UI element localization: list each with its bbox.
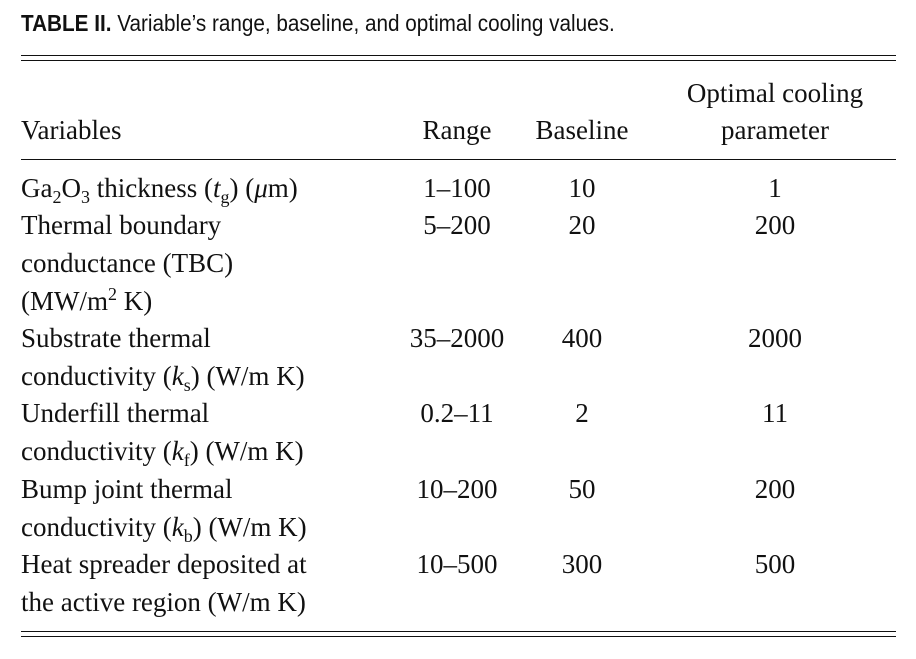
row-2-variable-line3: ($MW/m^2$ K) [21,284,153,316]
row-6-optimal: 500 [754,549,796,579]
header-optimal-line1: Optimal cooling [686,78,864,108]
row-2-variable-line1: Thermal boundary [21,210,222,240]
row-6-range: 10–500 [416,549,498,579]
row-2-variable-line2: conductance (TBC) [21,248,234,278]
bottom-rule-2 [21,636,896,637]
header-baseline: Baseline [535,115,629,145]
row-2-optimal: 200 [754,210,796,240]
row-5-variable-line1: Bump joint thermal [21,474,233,504]
row-3-baseline: 400 [561,323,603,353]
row-4-variable-line1: Underfill thermal [21,398,210,428]
header-variables: Variables [21,115,122,145]
row-4-range: 0.2–11 [420,398,494,428]
table-caption [21,10,615,37]
row-3-variable-line1: Substrate thermal [21,323,211,353]
row-3-range: 35–2000 [409,323,505,353]
top-rule [21,55,896,56]
caption-text: Variable’s range, baseline, and optimal cooling values. [117,10,615,36]
row-2-range: 5–200 [423,210,491,240]
row-1-optimal: 1 [768,173,782,203]
row-1-variable: $Ga_2O_3$ thickness $(t_g)$ (μm) [21,173,298,207]
header-range: Range [422,115,492,145]
row-4-optimal: 11 [762,398,788,428]
row-5-baseline: 50 [568,474,596,504]
row-1-baseline: 10 [568,173,596,203]
row-3-variable-line2: conductivity $(k_s)$ (W/m K) [21,361,305,395]
top-rule-2 [21,60,896,61]
row-6-baseline: 300 [561,549,603,579]
caption-label: TABLE II. [21,10,112,36]
row-3-optimal: 2000 [748,323,802,353]
row-4-baseline: 2 [575,398,589,428]
header-rule [21,159,896,160]
row-1-range: 1–100 [423,173,491,203]
row-4-variable-line2: conductivity $(k_f)$ (W/m K) [21,436,304,470]
row-5-variable-line2: conductivity $(k_b)$ (W/m K) [21,512,307,546]
row-6-variable-line1: Heat spreader deposited at [21,549,307,579]
header-optimal-line2: parameter [721,115,829,145]
bottom-rule [21,631,896,632]
row-6-variable-line2: the active region (W/m K) [21,587,306,617]
row-5-optimal: 200 [754,474,796,504]
row-2-baseline: 20 [568,210,596,240]
row-5-range: 10–200 [416,474,498,504]
